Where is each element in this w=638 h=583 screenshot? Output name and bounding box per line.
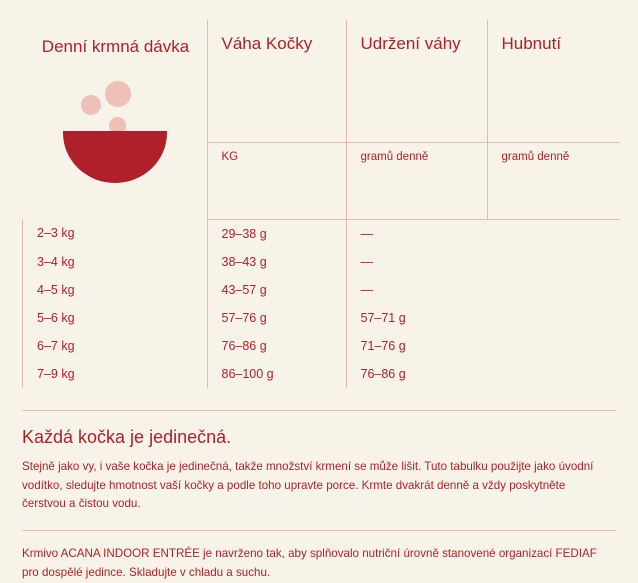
cell-weight: 4–5 kg — [23, 276, 208, 304]
notes-headline: Každá kočka je jedinečná. — [22, 426, 232, 447]
table-row — [23, 248, 620, 276]
table-row — [23, 219, 620, 248]
notes-body: Stejně jako vy, i vaše kočka je jedinečná, takže množství krmení se může lišit. Tuto tabulku použijte jako úvodní vodítko, sledujte hmotnost vaší kočky a podle toho upravte porce. Krmte dvakrát denně a vždy poskytněte čerstvou a čistou vodu. — [22, 459, 594, 511]
food-bowl-illustration — [23, 69, 207, 219]
cell-weight-loss: 57–71 g — [346, 304, 487, 332]
cell-weight-loss: 76–86 g — [346, 360, 487, 388]
cell-maintenance: 43–57 g — [207, 276, 346, 304]
table-row — [23, 304, 620, 332]
cell-weight: 6–7 kg — [23, 332, 208, 360]
cell-weight-loss: — — [346, 276, 487, 304]
column-header-weight: Váha Kočky — [207, 20, 346, 143]
units-cell-weight-loss: gramů denně — [487, 143, 620, 220]
bowl-icon — [63, 131, 167, 183]
kibble-icon — [105, 81, 131, 107]
notes-section — [22, 427, 616, 514]
cell-maintenance: 86–100 g — [207, 360, 346, 388]
kibble-icon — [81, 95, 101, 115]
table-header-row — [23, 20, 620, 143]
cell-maintenance: 76–86 g — [207, 332, 346, 360]
cell-weight-loss: — — [346, 219, 487, 248]
promo-cell — [23, 20, 208, 219]
column-header-weight-loss: Hubnutí — [487, 20, 620, 143]
cell-weight-loss: — — [346, 248, 487, 276]
spacer — [22, 514, 616, 530]
footnote-text: Krmivo ACANA INDOOR ENTRÉE je navrženo tak, aby splňovalo nutriční úrovně stanovené organizací FEDIAF pro dospělé jedince. Skladujte v chladu a suchu. — [22, 547, 597, 579]
table-row — [23, 276, 620, 304]
cell-weight-loss: 71–76 g — [346, 332, 487, 360]
table-row — [23, 332, 620, 360]
spacer — [22, 388, 616, 410]
feeding-table — [22, 20, 620, 388]
cell-weight: 3–4 kg — [23, 248, 208, 276]
cell-weight: 5–6 kg — [23, 304, 208, 332]
cell-maintenance: 38–43 g — [207, 248, 346, 276]
column-header-maintenance: Udržení váhy — [346, 20, 487, 143]
footnote-section — [22, 531, 616, 583]
units-cell-weight: KG — [207, 143, 346, 220]
divider-top — [22, 410, 616, 411]
table-row — [23, 360, 620, 388]
units-cell-maintenance: gramů denně — [346, 143, 487, 220]
cell-weight: 7–9 kg — [23, 360, 208, 388]
promo-title: Denní krmná dávka — [41, 37, 190, 56]
cell-weight: 2–3 kg — [23, 219, 208, 248]
cell-maintenance: 29–38 g — [207, 219, 346, 248]
cell-maintenance: 57–76 g — [207, 304, 346, 332]
